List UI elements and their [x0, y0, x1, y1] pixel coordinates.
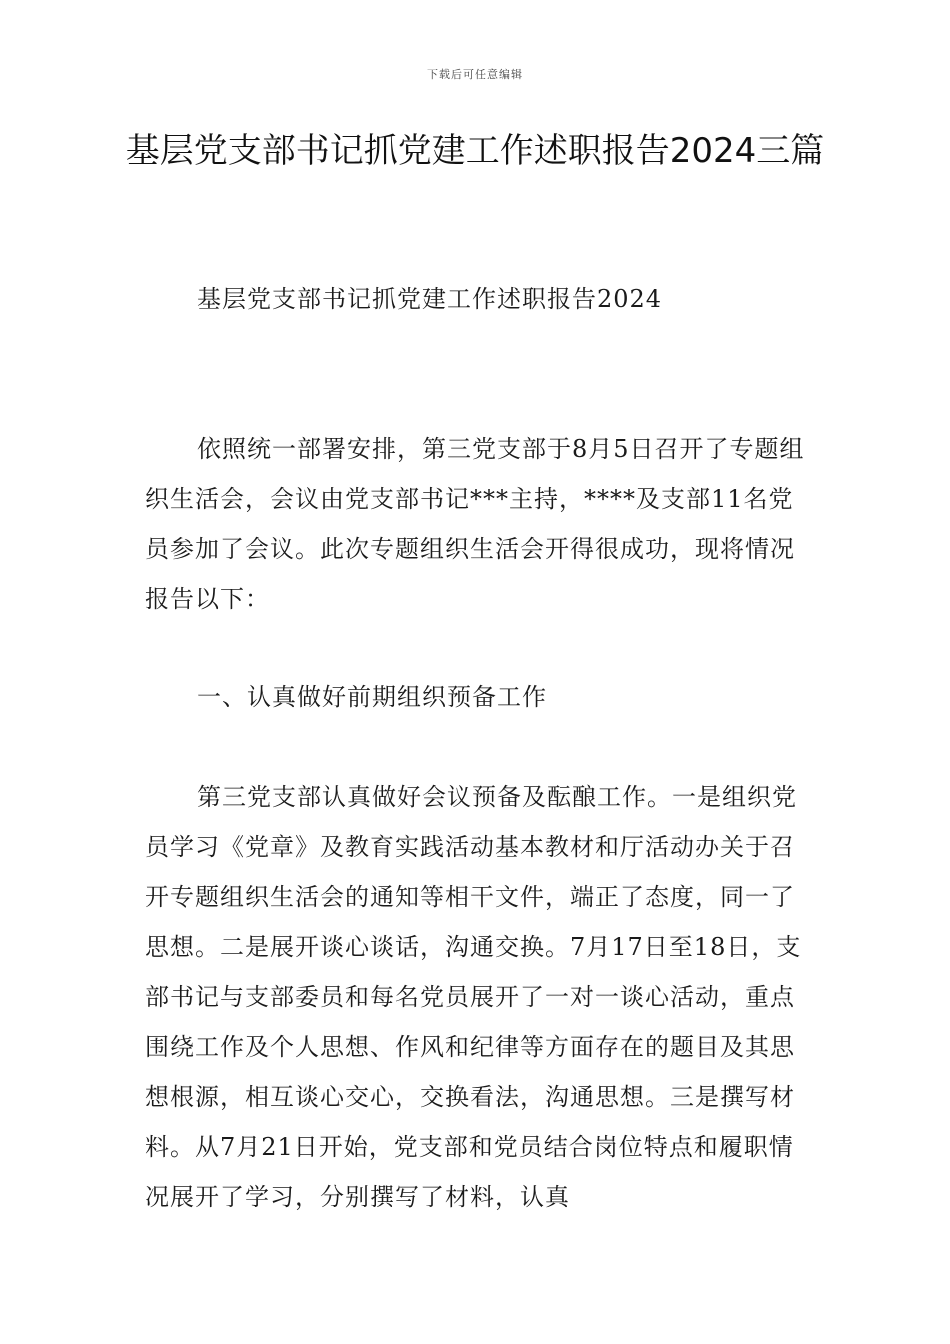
intro-paragraph: 依照统一部署安排，第三党支部于8月5日召开了专题组织生活会，会议由党支部书记***主持，****及支部11名党员参加了会议。此次专题组织生活会开得很成功，现将情况报告以下： [145, 435, 805, 613]
section-heading: 一、认真做好前期组织预备工作 [197, 683, 547, 711]
header-note: 下载后可任意编辑 [427, 68, 523, 81]
document-subtitle: 基层党支部书记抓党建工作述职报告2024 [197, 285, 663, 313]
document-title: 基层党支部书记抓党建工作述职报告2024三篇 [125, 131, 825, 171]
body-paragraph: 第三党支部认真做好会议预备及酝酿工作。一是组织党员学习《党章》及教育实践活动基本教材和厅活动办关于召开专题组织生活会的通知等相干文件，端正了态度，同一了思想。二是展开谈心谈话，沟通交换。7月17日至18日，支部书记与支部委员和每名党员展开了一对一谈心活动，重点围绕工作及个人思想、作风和纪律等方面存在的题目及其思想根源，相互谈心交心，交换看法，沟通思想。三是撰写材料。从7月21日开始，党支部和党员结合岗位特点和履职情况展开了学习，分别撰写了材料，认真 [145, 783, 802, 1211]
